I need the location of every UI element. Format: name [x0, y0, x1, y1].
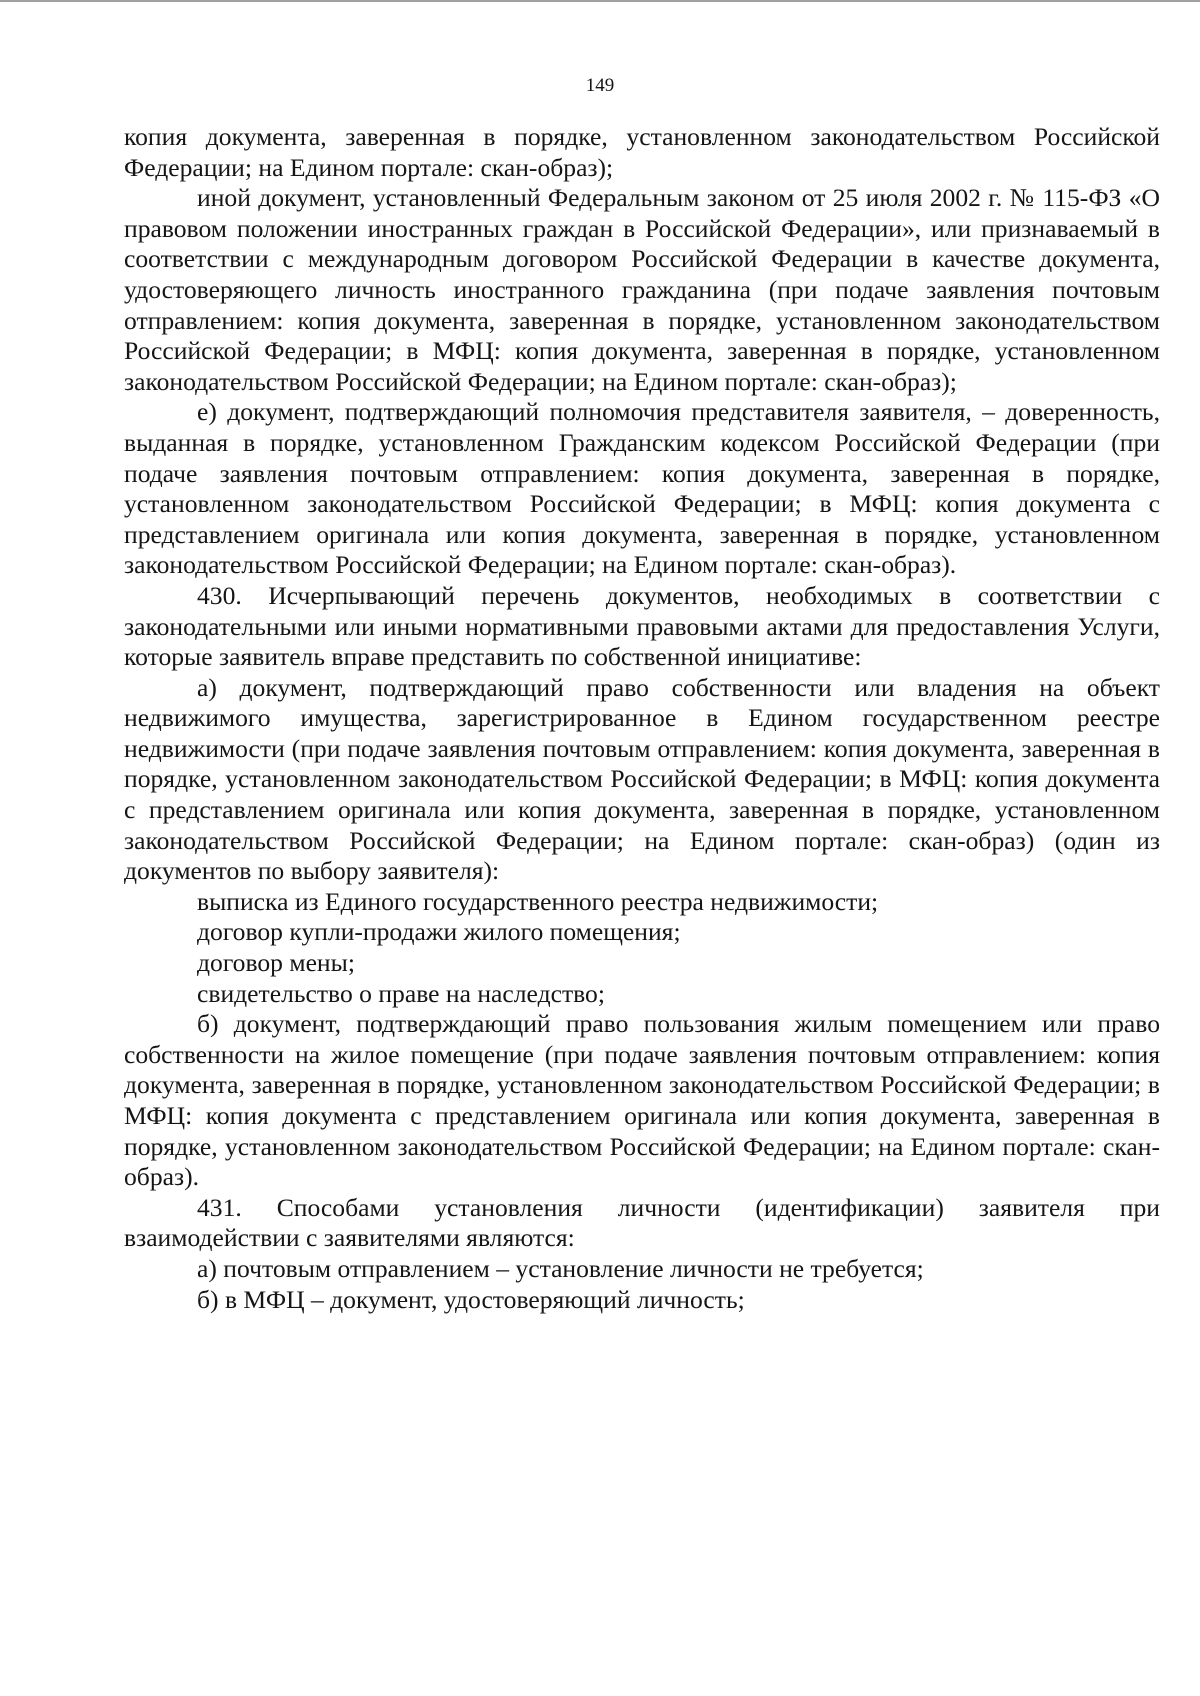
list-item: выписка из Единого государственного реестра недвижимости; — [197, 886, 879, 916]
document-body — [124, 122, 1160, 1315]
paragraph-4: 430. Исчерпывающий перечень документов, необходимых в соответствии с законодательными или иными нормативными правовыми актами для предоставления Услуги, которые заявитель вправе представить по собственной инициативе: — [124, 580, 1160, 672]
scan-top-edge — [0, 0, 1200, 6]
paragraph-3: е) документ, подтверждающий полномочия представителя заявителя, – доверенность, выданная в порядке, установленном Гражданским кодексом Российской Федерации (при подаче заявления почтовым отправлением: копия документа, заверенная в порядке, установленном законодательством Российской Федерации; в МФЦ: копия документа с представлением оригинала или копия документа, заверенная в порядке, установленном законодательством Российской Федерации; на Едином портале: скан-образ). — [124, 397, 1160, 580]
paragraph-2: иной документ, установленный Федеральным законом от 25 июля 2002 г. № 115-ФЗ «О правовом положении иностранных граждан в Российской Федерации», или признаваемый в соответствии с международным договором Российской Федерации в качестве документа, удостоверяющего личность иностранного гражданина (при подаче заявления почтовым отправлением: копия документа, заверенная в порядке, установленном законодательством Российской Федерации; в МФЦ: копия документа, заверенная в порядке, установленном законодательством Российской Федерации; на Едином портале: скан-образ); — [124, 183, 1160, 396]
list-item: б) в МФЦ – документ, удостоверяющий личность; — [197, 1284, 745, 1314]
paragraph-1: копия документа, заверенная в порядке, установленном законодательством Российской Федерации; на Едином портале: скан-образ); — [124, 122, 1160, 182]
list-item: договор мены; — [197, 948, 355, 978]
page-number: 149 — [585, 75, 615, 96]
list-item: а) почтовым отправлением – установление личности не требуется; — [197, 1253, 924, 1283]
paragraph-7: 431. Способами установления личности (идентификации) заявителя при взаимодействии с заявителями являются: — [124, 1192, 1160, 1253]
list-item: договор купли-продажи жилого помещения; — [197, 917, 681, 947]
paragraph-6: б) документ, подтверждающий право пользования жилым помещением или право собственности на жилое помещение (при подаче заявления почтовым отправлением: копия документа, заверенная в порядке, установленном законодательством Российской Федерации; в МФЦ: копия документа с представлением оригинала или копия документа, заверенная в порядке, установленном законодательством Российской Федерации; на Едином портале: скан-образ). — [124, 1009, 1160, 1192]
list-item: свидетельство о праве на наследство; — [197, 978, 605, 1008]
paragraph-5: а) документ, подтверждающий право собственности или владения на объект недвижимого имущества, зарегистрированное в Едином государственном реестре недвижимости (при подаче заявления почтовым отправлением: копия документа, заверенная в порядке, установленном законодательством Российской Федерации; в МФЦ: копия документа с представлением оригинала или копия документа, заверенная в порядке, установленном законодательством Российской Федерации; на Едином портале: скан-образ) (один из документов по выбору заявителя): — [124, 672, 1160, 886]
